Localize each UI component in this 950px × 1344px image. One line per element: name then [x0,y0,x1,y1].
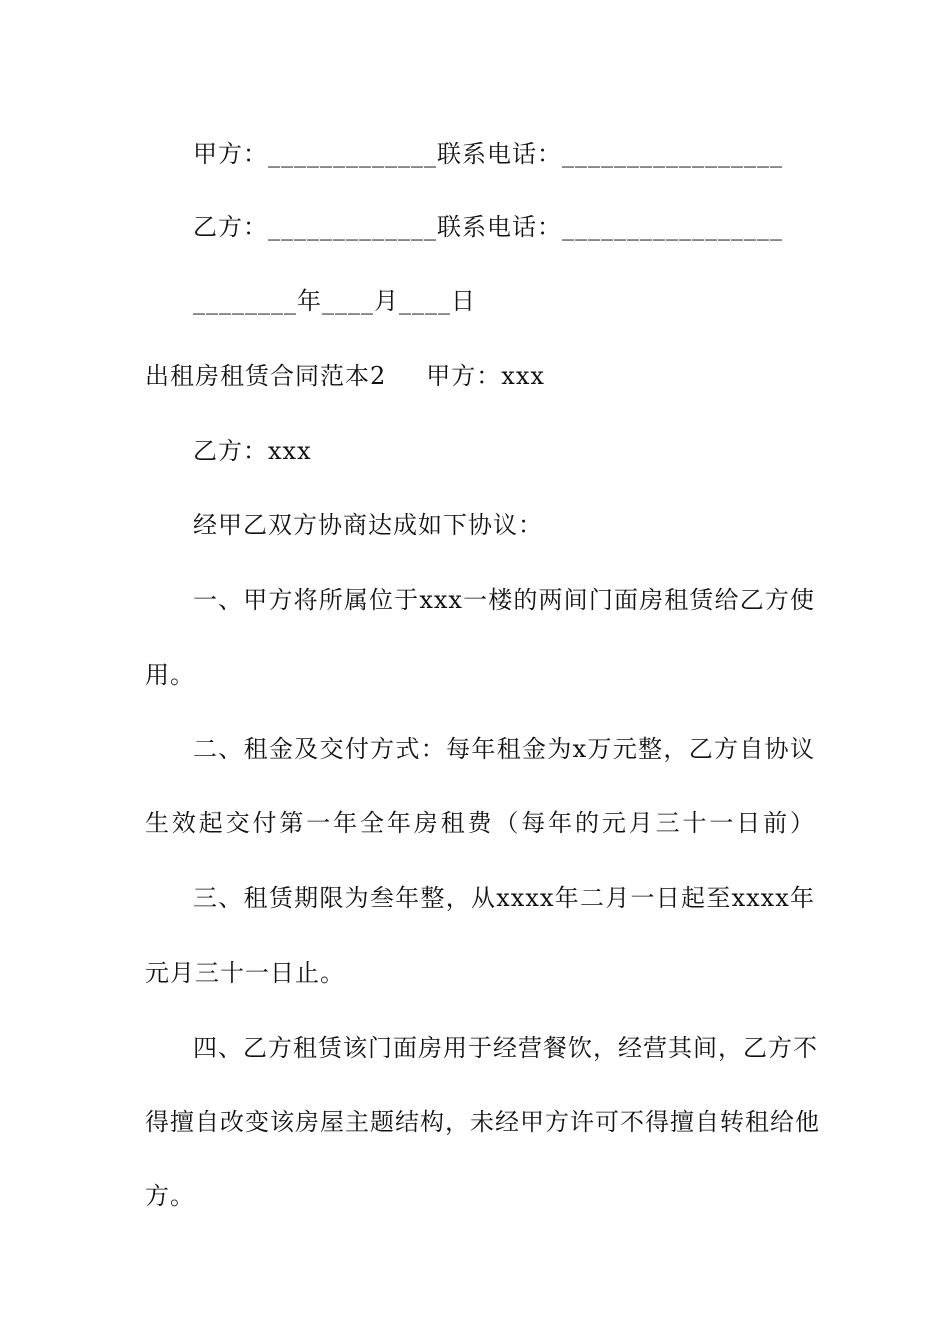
signature-date-line: ________年____月____日 [193,287,476,315]
clause-4-line-2: 得擅自改变该房屋主题结构，未经甲方许可不得擅自转租给他 [145,1108,820,1136]
clause-1-line-2: 用。 [145,661,195,689]
contract-title: 出租房租赁合同范本2 [145,362,387,390]
party-a-name: 甲方：xxx [426,362,545,390]
agreement-intro: 经甲乙双方协商达成如下协议： [193,511,543,539]
signature-line-party-a: 甲方：_____________联系电话：_________________ [193,140,783,168]
contract-heading-line [145,361,815,391]
clause-4-line-1: 四、乙方租赁该门面房用于经营餐饮，经营其间，乙方不 [193,1034,818,1062]
clause-4-line-3: 方。 [145,1182,195,1210]
clause-2-line-2: 生效起交付第一年全年房租费（每年的元月三十一日前） [145,809,815,837]
signature-line-party-b: 乙方：_____________联系电话：_________________ [193,213,783,241]
clause-3-line-1: 三、租赁期限为叁年整，从xxxx年二月一日起至xxxx年 [193,884,815,912]
clause-3-line-2: 元月三十一日止。 [145,959,345,987]
clause-2-line-1: 二、租金及交付方式：每年租金为x万元整，乙方自协议 [193,735,815,763]
party-b-name: 乙方：xxx [193,437,312,465]
clause-1-line-1: 一、甲方将所属位于xxx一楼的两间门面房租赁给乙方使 [193,586,815,614]
